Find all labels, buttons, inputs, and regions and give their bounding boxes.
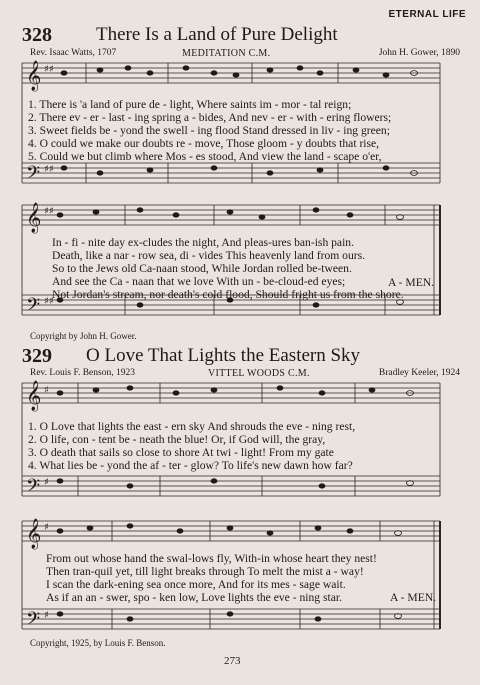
verse-line-328-b1: In - fi - nite day ex-cludes the night, And pleas-ures ban-ish pain.: [52, 236, 354, 249]
treble-clef-icon: 𝄞: [26, 519, 42, 549]
tune-329: VITTEL WOODS C.M.: [208, 368, 310, 379]
bass-clef-icon: 𝄢: [26, 476, 41, 501]
staff-329-1-treble: [22, 383, 440, 403]
staff-328-1-bass: [22, 163, 440, 183]
verse-line-328-b3: So to the Jews old Ca-naan stood, While Jordan rolled be-tween.: [52, 262, 352, 275]
author-329: Rev. Louis F. Benson, 1923: [30, 368, 135, 378]
sharp-icon: ♯: [44, 522, 49, 533]
verse-line-329-b1: From out whose hand the swal-lows fly, With-in whose heart they nest!: [46, 552, 377, 565]
bass-clef-icon: 𝄢: [26, 609, 41, 634]
staff-329-2-treble: [22, 521, 440, 541]
verse-line-329-a3: 3. O death that sails so close to shore At twi - light! From my gate: [28, 446, 334, 459]
staff-328-1-treble: [22, 63, 440, 83]
section-title: ETERNAL LIFE: [388, 9, 466, 20]
sharp-icon: ♯: [44, 610, 49, 621]
page-number: 273: [224, 655, 241, 667]
verse-line-328-a4: 4. O could we make our doubts re - move, Those gloom - y doubts that rise,: [28, 137, 380, 150]
verse-line-328-b2: Death, like a nar - row sea, di - vides This heavenly land from ours.: [52, 249, 366, 262]
treble-clef-icon: 𝄞: [26, 203, 42, 233]
sharp-icon: ♯♯: [44, 64, 54, 75]
composer-329: Bradley Keeler, 1924: [378, 368, 460, 378]
composer-328: John H. Gower, 1890: [378, 48, 460, 58]
hymn-number-328: 328: [22, 24, 52, 46]
verse-line-328-a2: 2. There ev - er - last - ing spring a - bides, And nev - er - with - ering flowers;: [28, 111, 392, 124]
sharp-icon: ♯♯: [44, 164, 54, 175]
bass-clef-icon: 𝄢: [26, 163, 41, 188]
treble-clef-icon: 𝄞: [26, 381, 42, 411]
verse-line-328-a5: 5. Could we but climb where Mos - es stood, And view the land - scape o'er,: [28, 150, 382, 163]
sharp-icon: ♯: [44, 385, 49, 396]
amen-328: A - MEN.: [388, 276, 435, 289]
treble-clef-icon: 𝄞: [26, 61, 42, 91]
copyright-329: Copyright, 1925, by Louis F. Benson.: [30, 638, 166, 648]
verse-line-329-b3: I scan the dark-ening sea once more, And for its mes - sage wait.: [46, 578, 346, 591]
hymn-title-328: There Is a Land of Pure Delight: [96, 24, 338, 45]
sharp-icon: ♯♯: [44, 206, 54, 217]
verse-line-328-a1: 1. There is 'a land of pure de - light, Where saints im - mor - tal reign;: [28, 98, 352, 111]
hymn-number-329: 329: [22, 345, 52, 367]
verse-line-329-b4: As if an an - swer, spo - ken low, Love lights the eve - ning star.: [46, 591, 342, 604]
sharp-icon: ♯: [44, 477, 49, 488]
verse-line-329-a1: 1. O Love that lights the east - ern sky And shrouds the eve - ning rest,: [28, 420, 356, 433]
tune-328: MEDITATION C.M.: [182, 48, 271, 59]
verse-line-329-a4: 4. What lies be - yond the af - ter - glow? To life's new dawn how far?: [28, 459, 353, 472]
staff-328-2-treble: [22, 205, 440, 225]
copyright-328: Copyright by John H. Gower.: [30, 331, 137, 341]
amen-329: A - MEN.: [390, 591, 437, 604]
verse-line-328-b5: Not Jordan's stream, nor death's cold flood, Should fright us from the shore.: [52, 288, 404, 301]
verse-line-329-a2: 2. O life, con - tent be - neath the blue! Or, if God will, the gray,: [28, 433, 326, 446]
sharp-icon: ♯♯: [44, 296, 54, 307]
verse-line-328-a3: 3. Sweet fields be - yond the swell - ing flood Stand dressed in liv - ing green;: [28, 124, 390, 137]
staff-329-1-bass: [22, 476, 440, 496]
verse-line-328-b4: And see the Ca - naan that we love With un - be-cloud-ed eyes;: [52, 275, 346, 288]
hymn-title-329: O Love That Lights the Eastern Sky: [86, 345, 361, 366]
author-328: Rev. Isaac Watts, 1707: [30, 48, 117, 58]
verse-line-329-b2: Then tran-quil yet, till light breaks through To melt the mist a - way!: [46, 565, 364, 578]
bass-clef-icon: 𝄢: [26, 295, 41, 320]
